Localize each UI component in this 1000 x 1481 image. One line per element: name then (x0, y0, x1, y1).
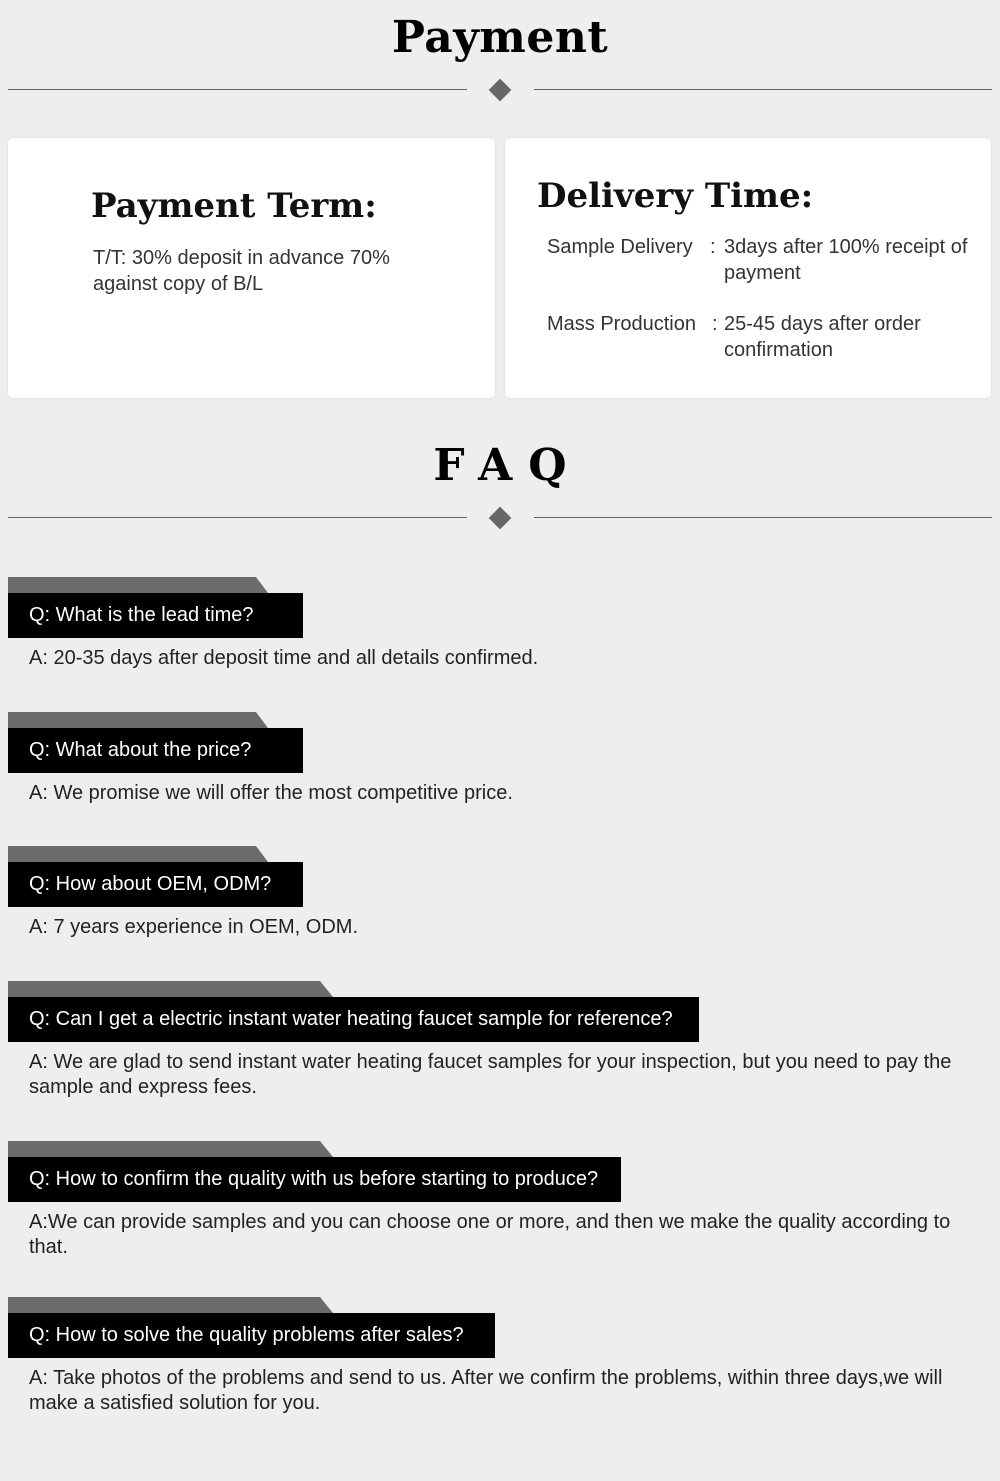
faq-item (8, 712, 992, 812)
question-bar: Q: Can I get a electric instant water heating faucet sample for reference? (8, 997, 699, 1042)
question-tab (8, 846, 268, 862)
delivery-time-card (505, 138, 991, 398)
question-bar: Q: What is the lead time? (8, 593, 303, 638)
payment-heading: Payment (391, 12, 609, 63)
faq-item (8, 981, 992, 1111)
sample-delivery-label: Sample Delivery (547, 236, 693, 258)
question-tab (8, 1297, 333, 1313)
diamond-divider-icon (489, 79, 512, 102)
answer-text: A: Take photos of the problems and send to us. After we confirm the problems, within three days,we will make a satisfied solution for you. (29, 1367, 943, 1414)
delivery-time-title: Delivery Time: (537, 176, 814, 216)
faq-item (8, 846, 992, 946)
answer-text: A:We can provide samples and you can choose one or more, and then we make the quality according to that. (29, 1211, 951, 1258)
question-bar: Q: How to confirm the quality with us before starting to produce? (8, 1157, 621, 1202)
faq-item (8, 1141, 992, 1271)
payment-term-card (8, 138, 495, 398)
sample-delivery-value: 3days after 100% receipt of payment (724, 236, 968, 284)
question-bar: Q: What about the price? (8, 728, 303, 773)
faq-item (8, 577, 992, 677)
divider-right (534, 89, 992, 90)
faq-divider-right (534, 517, 992, 518)
answer-text: A: 7 years experience in OEM, ODM. (29, 916, 359, 938)
payment-term-title: Payment Term: (91, 186, 377, 226)
payment-term-text: T/T: 30% deposit in advance 70% against copy of B/L (93, 247, 390, 295)
question-tab (8, 577, 268, 593)
answer-text: A: We are glad to send instant water heating faucet samples for your inspection, but you need to pay the sample and express fees. (29, 1051, 952, 1098)
mass-production-value: 25-45 days after order confirmation (724, 313, 921, 361)
question-tab (8, 1141, 333, 1157)
sample-delivery-sep: : (710, 236, 716, 258)
faq-diamond-divider-icon (489, 507, 512, 530)
question-tab (8, 981, 333, 997)
answer-text: A: 20-35 days after deposit time and all details confirmed. (29, 647, 539, 669)
faq-divider-left (8, 517, 467, 518)
answer-text: A: We promise we will offer the most competitive price. (29, 782, 513, 804)
faq-heading: FAQ (433, 440, 583, 491)
mass-production-label: Mass Production (547, 313, 696, 335)
question-bar: Q: How about OEM, ODM? (8, 862, 303, 907)
divider-left (8, 89, 467, 90)
question-bar: Q: How to solve the quality problems after sales? (8, 1313, 495, 1358)
mass-production-sep: : (712, 313, 718, 335)
question-tab (8, 712, 268, 728)
faq-item (8, 1297, 992, 1427)
